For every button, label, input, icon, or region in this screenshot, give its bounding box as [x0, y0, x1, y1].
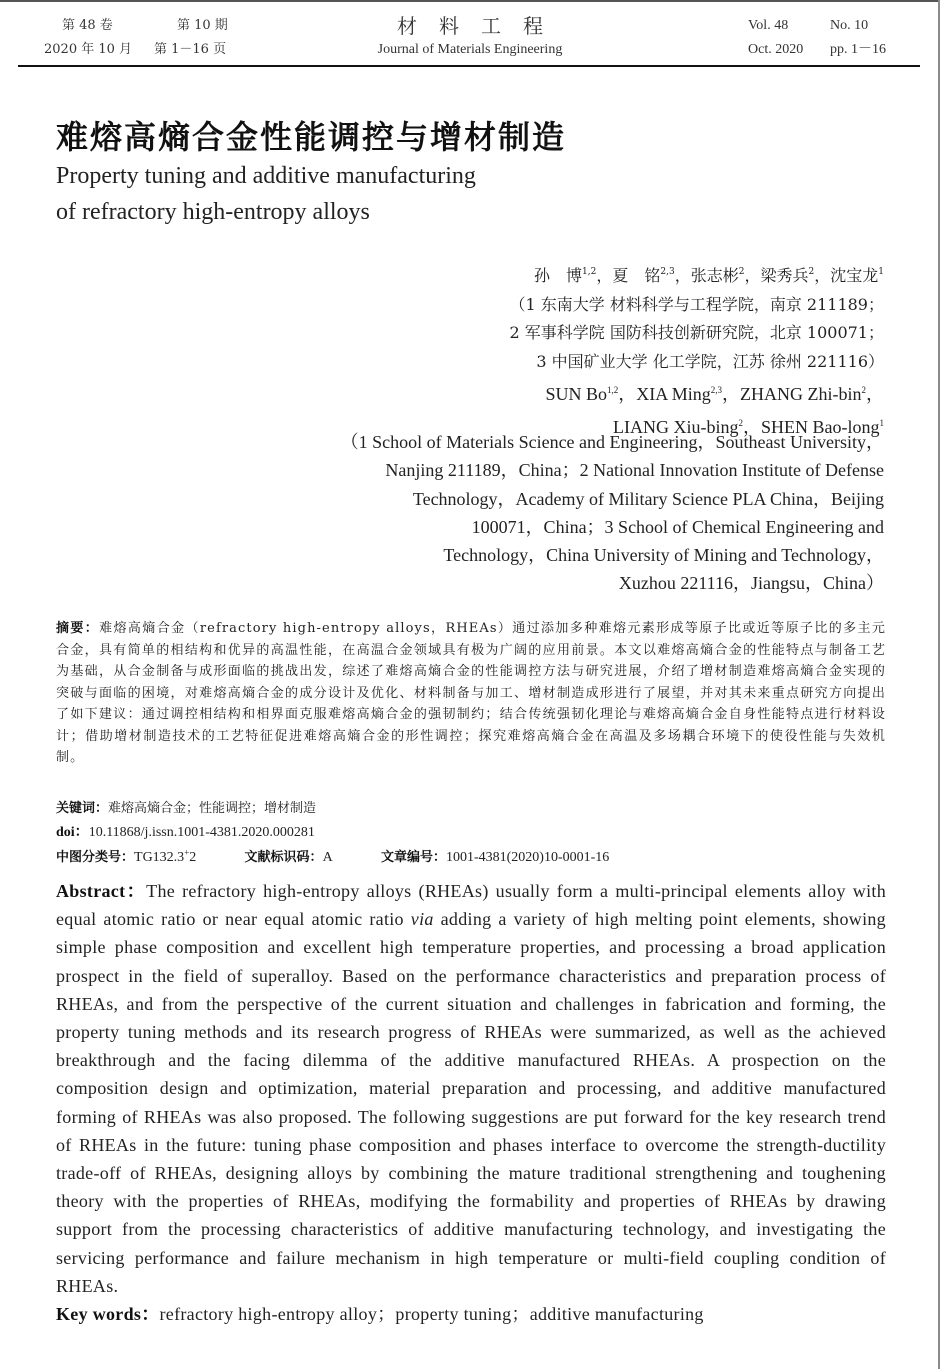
abstract-en: [56, 877, 886, 1300]
abstract-en-text-2: adding a variety of high melting point elements, showing simple phase composition and excellent high temperature properties, and processing a broad application prospect in the field of superalloy. Based on the performance characteristics and preparation process of RHEAs, and from the perspective of the current situation and challenges in fabrication and forming, the property tuning methods and its research progress of RHEAs were summarized, as well as the achieved breakthrough and the facing dilemma of the additive manufactured RHEAs. A prospection on the composition design and optimization, material preparation and processing, and additive manufactured forming of RHEAs was also proposed. The following suggestions are put forward for the key research trend of RHEAs in the future: tuning phase composition and phases interface to overcome the strength-ductility trade-off of RHEAs, designing alloys by combining the mature traditional strengthening and toughening theory with the properties of RHEAs, modifying the formability and properties of RHEAs by drawing support from the processing characteristics of additive manufacturing technology, and investigating the servicing performance and failure mechanism in high temperature or multi-field coupling condition of RHEAs.: [56, 909, 886, 1296]
volume-cn: 第 48 卷: [62, 18, 113, 33]
author-affiliation-mark: 2: [861, 385, 866, 395]
abstract-en-italic: via: [410, 909, 434, 930]
author-name: XIA Ming: [636, 384, 711, 404]
author-affiliation-mark: 1,2: [607, 385, 619, 395]
keywords-cn: [56, 797, 316, 816]
author-name: 孙 博: [534, 266, 583, 285]
affiliation-en-line: Xuzhou 221116，Jiangsu，China）: [618, 573, 884, 594]
affiliation-cn-3: 3 中国矿业大学 化工学院，江苏 徐州 221116）: [536, 351, 884, 371]
journal-masthead: [340, 12, 600, 60]
affiliation-cn-2: 2 军事科学院 国防科技创新研究院，北京 100071；: [509, 323, 884, 342]
author-separator: ，: [866, 384, 884, 404]
keywords-en-label: Key words：: [56, 1304, 160, 1324]
doc-code-label: 文献标识码：: [244, 850, 323, 865]
author-affiliation-mark: 1,2: [582, 267, 597, 277]
running-header-left: [44, 14, 228, 62]
affiliation-en-line: （1 School of Materials Science and Engineering，Southeast University，: [340, 432, 884, 452]
author-name: 张志彬: [690, 266, 739, 285]
author-block: [509, 258, 884, 441]
authors-cn: [509, 258, 884, 291]
abstract-cn-text: 难熔高熵合金（refractory high-entropy alloys，RHEAs）通过添加多种难熔元素形成等原子比或近等原子比的多主元合金，具有简单的相结构和优异的高温性能，在高温合金领域具有极为广阔的应用前景。本文以难熔高熵合金的性能特点与制备工艺为基础，从合金制备与成形面临的挑战出发，综述了难熔高熵合金的性能调控方法与研究进展，介绍了增材制造难熔高熵合金实现的突破与面临的困境，对难熔高熵合金的成分设计及优化、材料制备与加工、增材制造成形进行了展望，并对其未来重点研究方向提出了如下建议：通过调控相结构和相界面克服难熔高熵合金的强韧制约；结合传统强韧化理论与难熔高熵合金自身性能特点进行材料设计；借助增材制造技术的工艺特征促进难熔高熵合金的形性调控；探究难熔高熵合金在高温及多场耦合环境下的使役性能与失效机制。: [56, 621, 886, 765]
volume-en: Vol. 48: [748, 18, 789, 33]
author-separator: ，: [596, 266, 613, 285]
title-en-line1: Property tuning and additive manufacturing: [56, 163, 476, 189]
journal-name-en: Journal of Materials Engineering: [377, 42, 563, 57]
header-rule: [18, 65, 920, 67]
issue-cn: 第 10 期: [177, 18, 228, 33]
issue-en: No. 10: [830, 18, 869, 33]
affiliation-en-line: 100071，China；3 School of Chemical Engineering and: [471, 516, 884, 537]
abstract-cn: [56, 618, 886, 769]
doi-value[interactable]: 10.11868/j.issn.1001-4381.2020.000281: [88, 825, 315, 840]
author-affiliation-mark: 1: [878, 267, 884, 277]
date-en: Oct. 2020: [748, 42, 804, 57]
keywords-en: [56, 1300, 704, 1326]
abstract-cn-label: 摘要：: [56, 621, 100, 636]
author-name: SHEN Bao-long: [761, 416, 880, 437]
author-affiliation-mark: 2: [738, 417, 743, 428]
affiliation-cn-1: （1 东南大学 材料科学与工程学院，南京 211189；: [509, 294, 884, 314]
affiliation-en-line: Nanjing 211189，China；2 National Innovation Institute of Defense: [385, 460, 884, 481]
author-name: SUN Bo: [545, 384, 607, 404]
author-name: 沈宝龙: [830, 266, 879, 285]
date-cn: 2020 年 10 月: [44, 42, 133, 57]
author-separator: ，: [618, 384, 637, 404]
doi-label: doi：: [56, 825, 89, 840]
author-separator: ，: [743, 416, 761, 437]
author-affiliation-mark: 1: [879, 417, 884, 428]
classification-line: [56, 846, 609, 866]
author-name: LIANG Xiu-bing: [613, 416, 739, 437]
running-header-right: [748, 14, 886, 62]
author-separator: ，: [814, 266, 831, 285]
affiliation-en-line: Technology，Academy of Military Science PLA China，Beijing: [412, 488, 884, 509]
article-no-value: 1001-4381(2020)10-0001-16: [445, 850, 610, 865]
pages-en: pp. 1－16: [830, 42, 886, 57]
author-name: 梁秀兵: [760, 266, 809, 285]
article-title-en: [56, 158, 656, 230]
affiliations-en: [284, 428, 884, 598]
abstract-en-label: Abstract：: [56, 881, 147, 901]
author-name: 夏 铭: [612, 266, 661, 285]
author-affiliation-mark: 2: [808, 267, 815, 277]
author-affiliation-mark: 2,3: [660, 267, 675, 277]
author-separator: ，: [744, 266, 761, 285]
author-name: ZHANG Zhi-bin: [740, 384, 862, 404]
clc-code: TG132.3: [134, 850, 185, 865]
pages-cn: 第 1－16 页: [154, 42, 227, 57]
author-separator: ，: [674, 266, 691, 285]
doc-code-value: A: [322, 850, 333, 865]
author-affiliation-mark: 2,3: [710, 385, 723, 395]
keywords-cn-text: 难熔高熵合金；性能调控；增材制造: [108, 801, 317, 816]
author-separator: ，: [722, 384, 741, 404]
page-border-top: [0, 0, 940, 2]
keywords-en-text: refractory high-entropy alloy；property tuning；additive manufacturing: [159, 1304, 704, 1324]
article-title-cn: 难熔高熵合金性能调控与增材制造: [56, 118, 567, 156]
abstract-en-text-1: The refractory high-entropy alloys (RHEAs) usually form a multi-principal elements alloy with equal atomic ratio or near equal atomic ratio: [56, 881, 887, 930]
title-en-line2: of refractory high-entropy alloys: [56, 199, 370, 225]
clc-label: 中图分类号：: [56, 850, 135, 865]
clc-sup: +: [184, 847, 190, 858]
affiliation-en-line: Technology，China University of Mining and Technology，: [443, 545, 884, 566]
journal-name-cn: 材料工程: [397, 14, 565, 38]
author-affiliation-mark: 2: [738, 267, 745, 277]
clc-value: [134, 847, 197, 865]
authors-en-line1: [509, 376, 884, 409]
doi: [56, 821, 315, 841]
keywords-cn-label: 关键词：: [56, 801, 109, 816]
clc-tail: 2: [189, 850, 197, 865]
article-no-label: 文章编号：: [380, 850, 446, 865]
